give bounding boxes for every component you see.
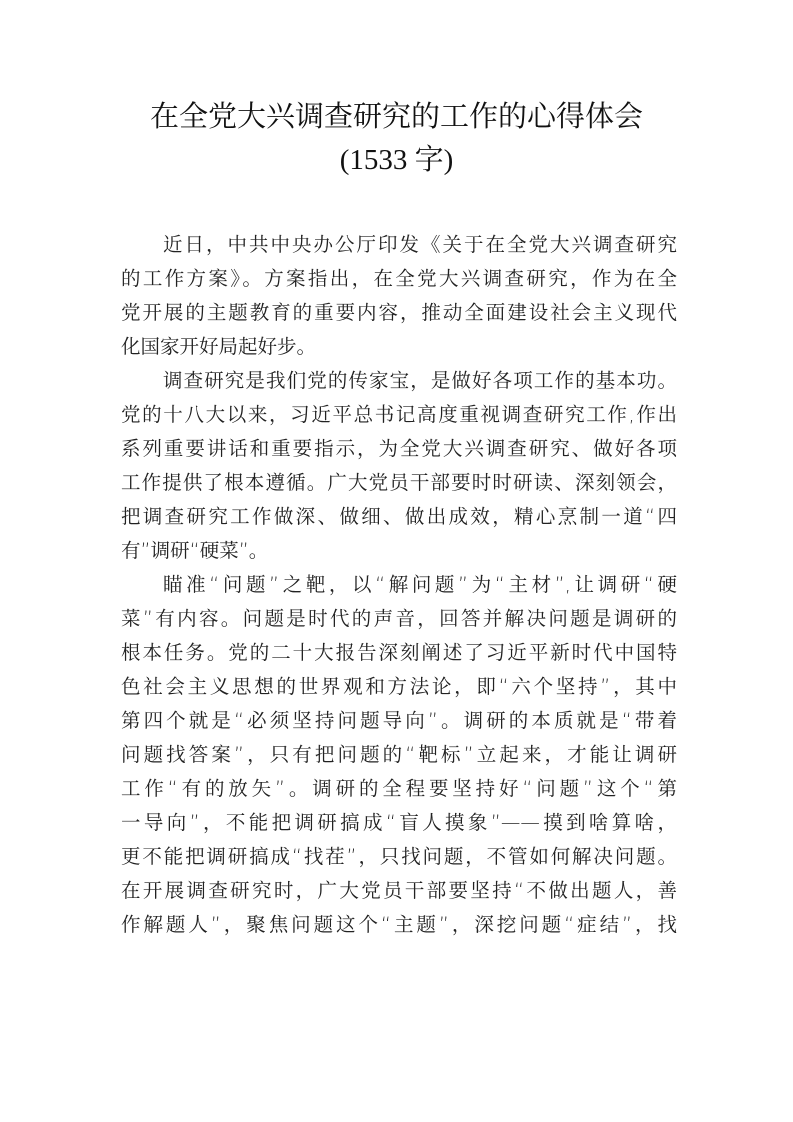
text-line: 在开展调查研究时，广大党员干部要坚持“不做出题人，善	[121, 879, 677, 902]
paragraph	[121, 568, 677, 942]
document-body	[121, 228, 677, 942]
word-count-subtitle: (1533 字)	[339, 144, 454, 176]
text-line: 工作提供了根本遵循。广大党员干部要时时研读、深刻领会，	[121, 471, 677, 494]
paragraph	[121, 364, 677, 568]
document-title: 在全党大兴调查研究的工作的心得体会	[149, 101, 643, 133]
text-line: 一导向”，不能把调研搞成“盲人摸象”——摸到啥算啥，	[121, 811, 677, 834]
text-line: 色社会主义思想的世界观和方法论，即“六个坚持”，其中	[121, 675, 677, 698]
text-line: 第四个就是“必须坚持问题导向”。调研的本质就是“带着	[121, 709, 677, 732]
text-line: 党的十八大以来，习近平总书记高度重视调查研究工作,作出	[121, 403, 677, 426]
text-line: 菜”有内容。问题是时代的声音，回答并解决问题是调研的	[121, 607, 677, 630]
text-line: 根本任务。党的二十大报告深刻阐述了习近平新时代中国特	[121, 641, 677, 664]
text-line: 瞄准“问题”之靶，以“解问题”为“主材”,让调研“硬	[163, 573, 677, 596]
text-line: 有”调研“硬菜”。	[121, 539, 269, 562]
text-line: 党开展的主题教育的重要内容，推动全面建设社会主义现代	[121, 301, 677, 324]
text-line: 系列重要讲话和重要指示，为全党大兴调查研究、做好各项	[121, 437, 677, 460]
text-line: 问题找答案”，只有把问题的“靶标”立起来，才能让调研	[121, 743, 677, 766]
text-line: 调查研究是我们党的传家宝，是做好各项工作的基本功。	[163, 369, 677, 392]
text-line: 化国家开好局起好步。	[121, 335, 317, 358]
text-line: 作解题人”，聚焦问题这个“主题”，深挖问题“症结”，找	[121, 913, 677, 936]
text-line: 工作“有的放矢”。调研的全程要坚持好“问题”这个“第	[121, 777, 677, 800]
text-line: 近日，中共中央办公厅印发《关于在全党大兴调查研究	[163, 233, 677, 256]
text-line: 把调查研究工作做深、做细、做出成效，精心烹制一道“四	[121, 505, 677, 528]
text-line: 的工作方案》。方案指出，在全党大兴调查研究，作为在全	[121, 267, 677, 290]
paragraph	[121, 228, 677, 364]
text-line: 更不能把调研搞成“找茬”，只找问题，不管如何解决问题。	[121, 845, 677, 868]
